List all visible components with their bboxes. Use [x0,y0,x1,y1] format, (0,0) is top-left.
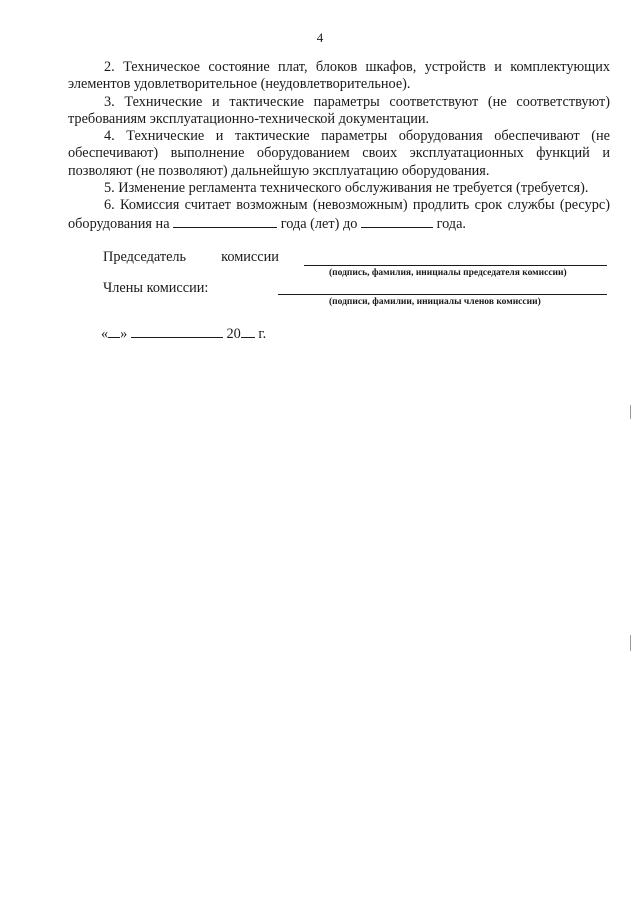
scan-mark [630,635,631,651]
chair-signature-line [304,265,607,266]
paragraph-6-text-3: года. [436,215,467,232]
document-body [68,59,610,233]
paragraph-5: 5. Изменение регламента технического обслуживания не требуется (требуется). [104,180,589,197]
date-close-quote: » [120,326,128,342]
paragraph-6-text-2: года (лет) до [280,215,358,232]
chair-label [103,249,279,266]
members-label: Члены комиссии: [103,280,209,296]
paragraph-2: 2. Техническое состояние плат, блоков шкафов, устройств и комплектующих элементов удовлетворительное (неудовлетворительное). [68,59,610,93]
paragraph-4: 4. Технические и тактические параметры оборудования обеспечивают (не обеспечивают) выполнение оборудованием своих эксплуатационных функций и позволяют (не позволяют) дальнейшую эксплуатацию оборудования. [68,128,610,179]
year-suffix: г. [258,326,267,342]
year-prefix: 20 [226,326,241,342]
chair-label-word-2: комиссии [221,249,279,265]
date-line [101,325,266,343]
page-number: 4 [316,30,324,45]
year-blank [241,325,255,338]
scan-mark [630,405,631,419]
members-signature-caption: (подписи, фамилии, инициалы членов комиссии) [329,297,541,307]
date-open-quote: « [101,326,109,342]
month-blank [131,325,223,338]
members-signature-line [278,294,607,295]
until-year-blank [361,215,433,228]
day-blank [108,325,120,338]
term-blank [173,215,277,228]
paragraph-6 [68,197,610,233]
paragraph-6-text-1: 6. Комиссия считает возможным (невозможным) продлить срок службы (ресурс) оборудования на [68,197,610,232]
chair-signature-caption: (подпись, фамилия, инициалы председателя комиссии) [329,268,567,278]
paragraph-3: 3. Технические и тактические параметры соответствуют (не соответствуют) требованиям эксплуатационно-технической документации. [68,93,610,127]
chair-label-word-1: Председатель [103,249,187,265]
